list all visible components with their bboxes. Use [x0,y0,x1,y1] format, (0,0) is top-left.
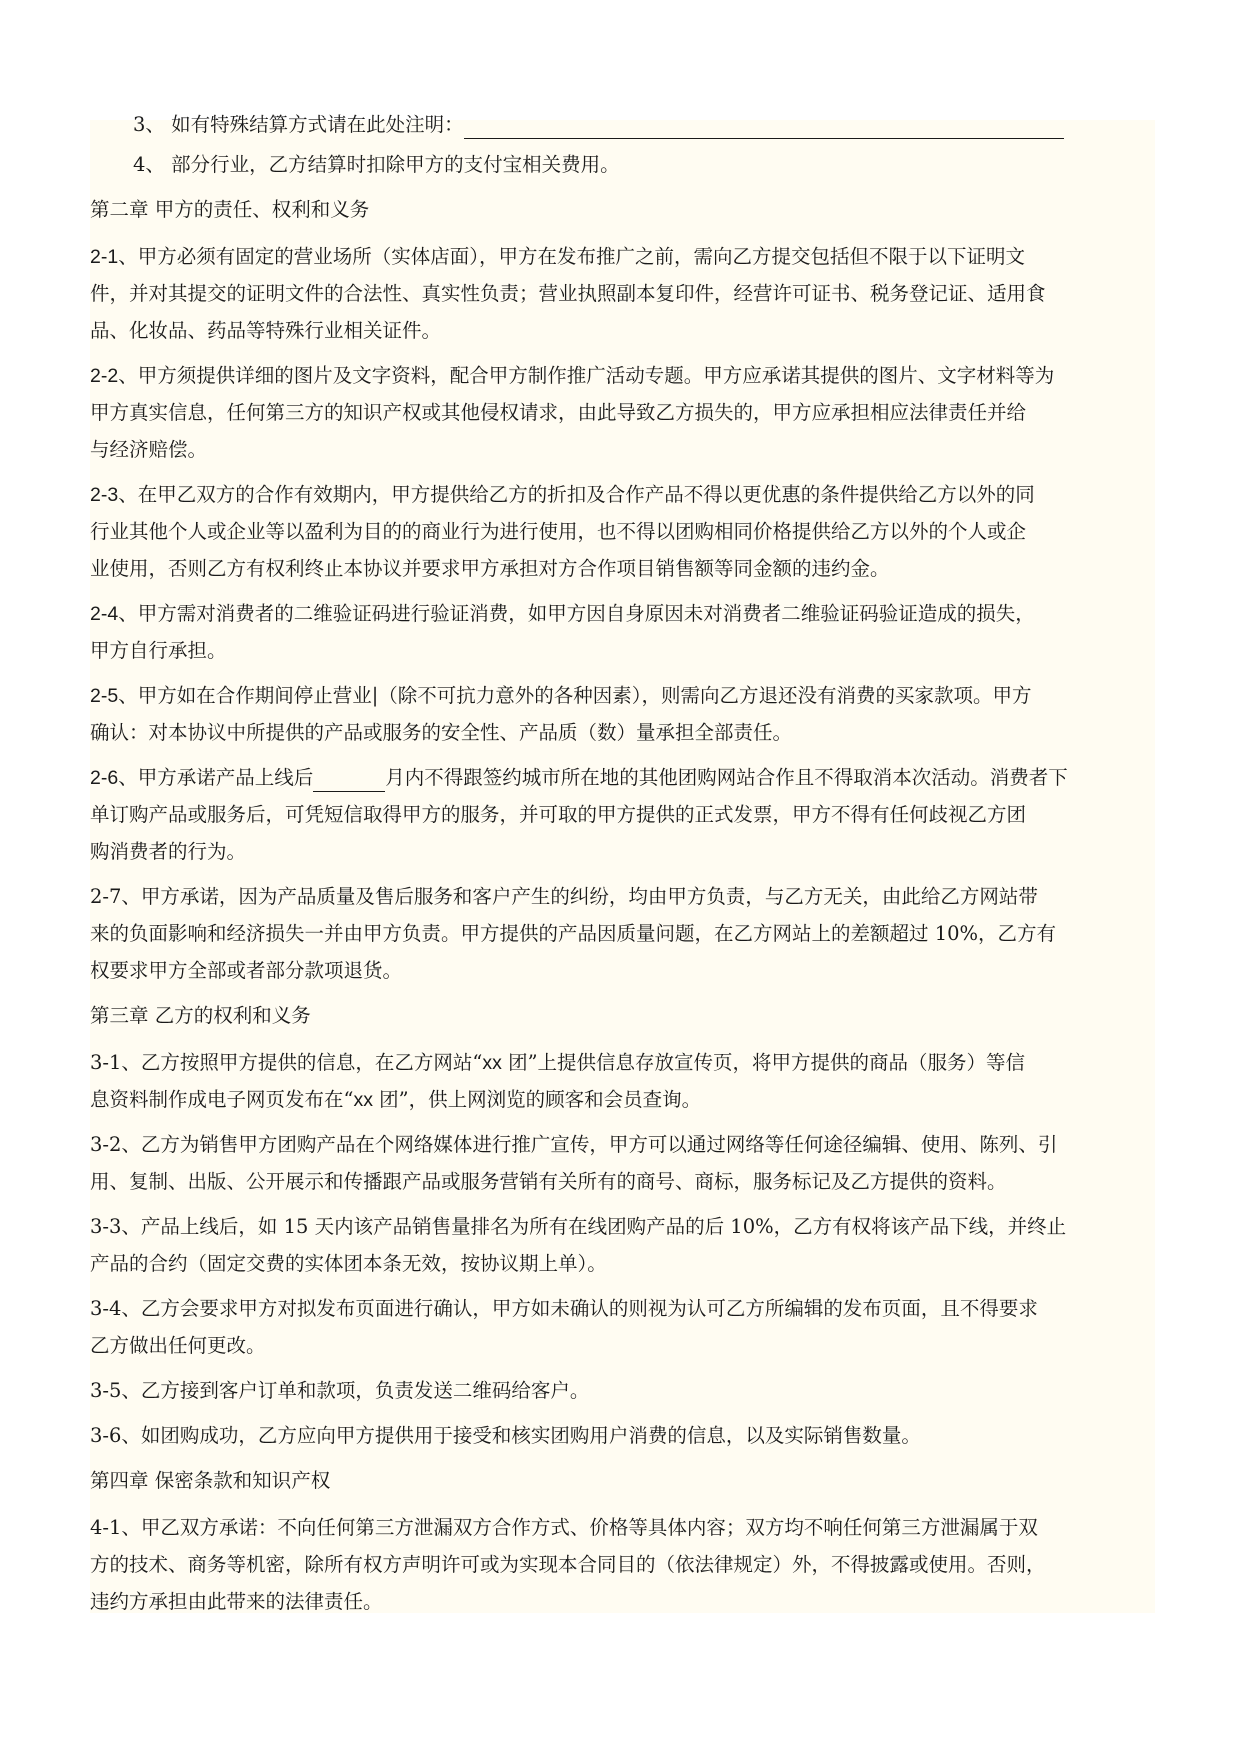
chapter-title: 第三章 乙方的权利和义务 [90,1004,311,1027]
clause-text: 3、 如有特殊结算方式请在此处注明： [133,113,464,136]
clause-3-3-line-2 [90,1241,1155,1287]
fill-in-blank-settlement[interactable] [464,112,1064,139]
clause-2-3-line-3 [90,546,1155,592]
clause-text: 4、 部分行业，乙方结算时扣除甲方的支付宝相关费用。 [133,153,620,176]
clause-3-1-line-2 [90,1077,1155,1123]
clause-text: 、甲方如在合作期间停止营业|（除不可抗力意外的各种因素），则需向乙方退还没有消费的买家款项。甲方 [118,684,1032,707]
clause-text: 产品的合约（固定交费的实体团本条无效，按协议期上单）。 [90,1252,607,1275]
clause-2-7-line-3 [90,948,1155,994]
chapter-title: 第二章 甲方的责任、权利和义务 [90,198,370,221]
site-name-xx: xx [482,1052,502,1074]
clause-text: 用、复制、出版、公开展示和传播跟产品或服务营销有关所有的商号、商标，服务标记及乙方提供的资料。 [90,1170,1007,1193]
clause-2-5-line-2 [90,710,1155,756]
clause-3-5 [90,1368,1155,1414]
clause-2-4-line-2 [90,628,1155,674]
site-name-xx: xx [353,1089,373,1111]
clause-text: 甲方自行承担。 [90,639,227,662]
clause-text: 行业其他个人或企业等以盈利为目的的商业行为进行使用，也不得以团购相同价格提供给乙方以外的个人或企 [90,520,1027,543]
clause-text: 4-1、甲乙双方承诺：不向任何第三方泄漏双方合作方式、价格等具体内容；双方均不响任何第三方泄漏属于双 [90,1516,1038,1539]
clause-text: 单订购产品或服务后，可凭短信取得甲方的服务，并可取的甲方提供的正式发票，甲方不得有任何歧视乙方团 [90,803,1027,826]
clause-number: 2-6 [90,767,119,789]
clause-3-4-line-2 [90,1323,1155,1369]
chapter-2-heading [90,187,1155,233]
clause-text: 甲方真实信息，任何第三方的知识产权或其他侵权请求，由此导致乙方损失的，甲方应承担相应法律责任并给 [90,401,1027,424]
clause-text: 、甲方必须有固定的营业场所（实体店面），甲方在发布推广之前，需向乙方提交包括但不限于以下证明文 [118,245,1025,268]
clause-text: 乙方做出任何更改。 [90,1334,266,1357]
clause-text: 、甲方需对消费者的二维验证码进行验证消费，如甲方因自身原因未对消费者二维验证码验证造成的损失， [118,602,1035,625]
clause-2-2-line-3 [90,427,1155,473]
clause-text: 业使用，否则乙方有权利终止本协议并要求甲方承担对方合作项目销售额等同金额的违约金。 [90,557,890,580]
chapter-3-heading [90,993,1155,1039]
chapter-title: 第四章 保密条款和知识产权 [90,1469,331,1492]
clause-2-1-line-3 [90,308,1155,354]
chapter-4-heading [90,1458,1155,1504]
clause-number: 2-2 [90,365,119,387]
clause-3-2-line-2 [90,1159,1155,1205]
clause-text: 团”，供上网浏览的顾客和会员查询。 [372,1088,702,1111]
clause-4-alipay-fee [90,142,1155,188]
clause-number: 2-1 [90,246,119,268]
clause-3-6 [90,1413,1155,1459]
clause-text: 团”上提供信息存放宣传页，将甲方提供的商品（服务）等信 [501,1051,1026,1074]
clause-text: 品、化妆品、药品等特殊行业相关证件。 [90,319,442,342]
clause-text: 3-5、乙方接到客户订单和款项，负责发送二维码给客户。 [90,1379,590,1402]
clause-number: 2-4 [90,603,119,625]
clause-text: 3-6、如团购成功，乙方应向甲方提供用于接受和核实团购用户消费的信息，以及实际销售数量。 [90,1424,921,1447]
clause-4-1-line-3 [90,1579,1155,1625]
clause-text: 、甲方承诺产品上线后 [118,766,314,789]
clause-text: 3-4、乙方会要求甲方对拟发布页面进行确认，甲方如未确认的则视为认可乙方所编辑的发布页面，且不得要求 [90,1297,1038,1320]
clause-text: 方的技术、商务等机密，除所有权方声明许可或为实现本合同目的（依法律规定）外，不得披露或使用。否则， [90,1553,1046,1576]
clause-2-6-line-3 [90,829,1155,875]
clause-text: 购消费者的行为。 [90,840,247,863]
clause-text: 与经济赔偿。 [90,438,208,461]
clause-text: 违约方承担由此带来的法律责任。 [90,1590,383,1613]
clause-number: 2-5 [90,685,119,707]
clause-text: 、在甲乙双方的合作有效期内，甲方提供给乙方的折扣及合作产品不得以更优惠的条件提供给乙方以外的同 [118,483,1035,506]
fill-in-blank-months[interactable] [313,765,385,792]
clause-text: 2-7、甲方承诺，因为产品质量及售后服务和客户产生的纠纷，均由甲方负责，与乙方无关，由此给乙方网站带 [90,885,1038,908]
clause-text: 月内不得跟签约城市所在地的其他团购网站合作且不得取消本次活动。消费者下 [385,766,1068,789]
clause-number: 2-3 [90,484,119,506]
clause-text: 3-2、乙方为销售甲方团购产品在个网络媒体进行推广宣传，甲方可以通过网络等任何途径编辑、使用、陈列、引 [90,1133,1058,1156]
document-page [90,113,1155,1613]
clause-text: 来的负面影响和经济损失一并由甲方负责。甲方提供的产品因质量问题，在乙方网站上的差额超过 10%，乙方有 [90,922,1057,945]
clause-text: 确认：对本协议中所提供的产品或服务的安全性、产品质（数）量承担全部责任。 [90,721,793,744]
clause-text: 、甲方须提供详细的图片及文字资料，配合甲方制作推广活动专题。甲方应承诺其提供的图片、文字材料等为 [118,364,1055,387]
clause-text: 3-1、乙方按照甲方提供的信息，在乙方网站“ [90,1051,483,1074]
clause-text: 权要求甲方全部或者部分款项退货。 [90,959,403,982]
clause-text: 息资料制作成电子网页发布在“ [90,1088,354,1111]
clause-text: 件，并对其提交的证明文件的合法性、真实性负责；营业执照副本复印件，经营许可证书、税务登记证、适用食 [90,282,1046,305]
clause-text: 3-3、产品上线后，如 15 天内该产品销售量排名为所有在线团购产品的后 10%，乙方有权将该产品下线，并终止 [90,1215,1067,1238]
